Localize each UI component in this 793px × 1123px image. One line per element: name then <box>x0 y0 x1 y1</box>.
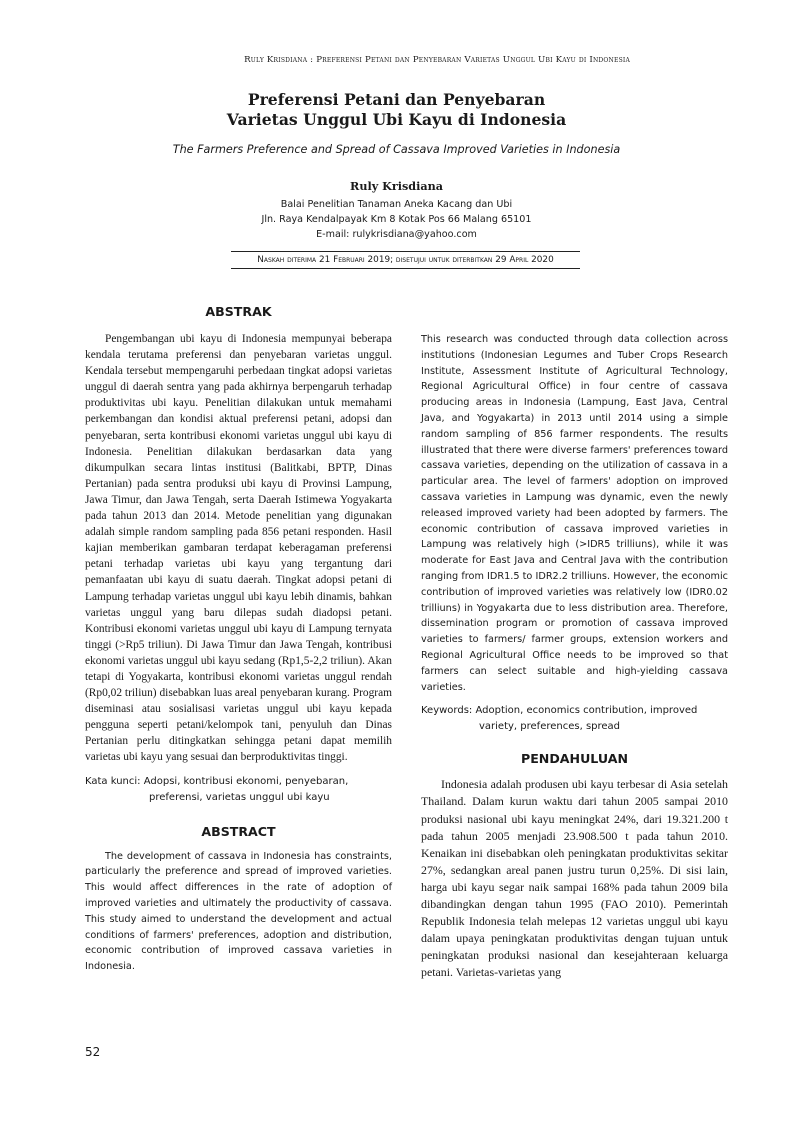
keywords-label: Kata kunci: <box>85 775 141 787</box>
keywords-text-en: Adoption, economics contribution, improved variety, preferences, spread <box>475 705 698 733</box>
abstract-keywords <box>421 703 728 735</box>
affiliation <box>0 197 793 242</box>
affiliation-institute: Balai Penelitian Tanaman Aneka Kacang dan Ubi <box>280 199 513 210</box>
divider-top <box>231 251 580 252</box>
abstrak-keywords <box>85 774 392 806</box>
abstrak-heading: ABSTRAK <box>205 304 272 319</box>
right-column <box>421 332 728 981</box>
abstract-body-left: The development of cassava in Indonesia has constraints, particularly the preference and spread of improved varieties. This would affect differences in the rate of adoption of improved varieties and ultimately the productivity of cassava. This study aimed to understand the development and actual conditions of farmers' preferences, adoption and distribution, economic contribution of improved cassava varieties in Indonesia. <box>85 850 392 973</box>
title-line-2: Varietas Unggul Ubi Kayu di Indonesia <box>226 110 567 129</box>
author-name: Ruly Krisdiana <box>350 179 443 193</box>
divider-bottom <box>231 268 580 269</box>
article-title <box>0 90 793 130</box>
received-dates: Naskah diterima 21 Februari 2019; disetujui untuk diterbitkan 29 April 2020 <box>257 255 554 265</box>
page-number: 52 <box>85 1045 101 1059</box>
running-head: Ruly Krisdiana : Preferensi Petani dan Penyebaran Varietas Unggul Ubi Kayu di Indonesia <box>244 55 630 65</box>
affiliation-address: Jln. Raya Kendalpayak Km 8 Kotak Pos 66 Malang 65101 <box>261 214 532 225</box>
title-line-1: Preferensi Petani dan Penyebaran <box>247 90 546 109</box>
article-subtitle: The Farmers Preference and Spread of Cassava Improved Varieties in Indonesia <box>172 143 621 156</box>
left-column <box>85 304 392 975</box>
pendahuluan-heading: PENDAHULUAN <box>520 751 629 767</box>
affiliation-email: E-mail: rulykrisdiana@yahoo.com <box>316 229 477 240</box>
abstract-body-right: This research was conducted through data collection across institutions (Indonesian Legumes and Tuber Crops Research Institute, Assessment Institute of Agricultural Technology, Regional Agricultural Office) in four centre of cassava producing areas in Indonesia (Lampung, East Java, Central Java, and Yogyakarta) in 2013 until 2014 using a simple random sampling of 856 farmer respondents. The results illustrated that there were diverse farmers' preferences toward cassava varieties, depending on the utilization of cassava in a particular area. The level of farmers' adoption on improved cassava varieties in Lampung was dynamic, even the newly released improved variety had been adopted by farmers. The economic contribution of cassava improved varieties in Lampung was relatively high (>IDR5 trilliuns), while it was moderate for East Java and Central Java with the contribution ranging from IDR1.5 to IDR2.2 trilliuns. However, the economic contribution of improved varieties was relatively low (IDR0.02 trilliuns) in Yogyakarta due to less distribution area. Therefore, dissemination program or promotion of cassava improved varieties to farmers/ farmer groups, extension workers and Regional Agricultural Office needs to be improved so that farmers can select suitable and high-yielding cassava varieties. <box>421 334 728 693</box>
pendahuluan-body: Indonesia adalah produsen ubi kayu terbesar di Asia setelah Thailand. Dalam kurun waktu dari tahun 2005 sampai 2010 produksi nasional ubi kayu meningkat 24%, dari 19.321.200 t pada tahun 2005 menjadi 23.908.500 t pada tahun 2010. Kenaikan ini disebabkan oleh peningkatan produktivitas sekitar 27%, sedangkan areal panen justru turun 0,25%. Di sisi lain, harga ubi kayu segar naik sampai 168% pada tahun 2009 bila dibandingkan dengan tahun 1995 (FAO 2010). Pemerintah Republik Indonesia telah melepas 12 varietas unggul ubi kayu dalam upaya peningkatan produktivitas dengan tujuan untuk peningkatan produksi nasional dan kesejahteraan keluarga petani. Varietas-varietas yang <box>421 777 728 980</box>
abstract-heading: ABSTRACT <box>201 823 276 839</box>
abstrak-body: Pengembangan ubi kayu di Indonesia mempunyai beberapa kendala terutama preferensi dan penyebaran varietas unggul. Kendala tersebut mempengaruhi perbedaan tingkat adopsi varietas unggul di daerah sentra yang pada akhirnya berpengaruh terhadap produktivitas ubi kayu. Penelitian dilakukan untuk memahami perkembangan dan kondisi aktual preferensi petani, adopsi dan penyebaran, serta kontribusi ekonomi varietas unggul ubi kayu di Indonesia. Penelitian dilakukan berdasarkan data yang dikumpulkan secara lintas institusi (Balitkabi, BPTP, Dinas Pertanian) pada sentra produksi ubi kayu di Provinsi Lampung, Jawa Timur, dan Jawa Tengah, serta Daerah Istimewa Yogyakarta pada tahun 2013 dan 2014. Metode penelitian yang digunakan adalah simple random sampling pada 856 petani responden. Hasil kajian memberikan gambaran terdapat keberagaman preferensi petani terhadap varietas ubi kayu yang tergantung dari pemanfaatan ubi kayu di suatu daerah. Tingkat adopsi petani di Lampung terhadap varietas unggul ubi kayu lebih dinamis, bahkan varietas unggul yang baru dilepas sudah diadopsi petani. Kontribusi ekonomi varietas unggul ubi kayu di Lampung ternyata tinggi (>Rp5 triliun). Di Jawa Timur dan Jawa Tengah, kontribusi ekonomi varietas unggul ubi kayu sedang (Rp1,5-2,2 triliun). Akan tetapi di Yogyakarta, kontribusi ekonomi varietas unggul rendah (Rp0,02 triliun) disebabkan luas areal penyebaran kurang. Program diseminasi atau sosialisasi varietas unggul ubi kayu kepada pengguna seperti petani/kelompok tani, penyuluh dan Dinas Pertanian perlu ditingkatkan sehingga petani dapat memilih varietas ubi kayu yang sesuai dan berproduktivitas tinggi. <box>85 333 392 764</box>
keywords-text: Adopsi, kontribusi ekonomi, penyebaran, preferensi, varietas unggul ubi kayu <box>143 775 349 803</box>
keywords-label-en: Keywords: <box>421 705 473 717</box>
